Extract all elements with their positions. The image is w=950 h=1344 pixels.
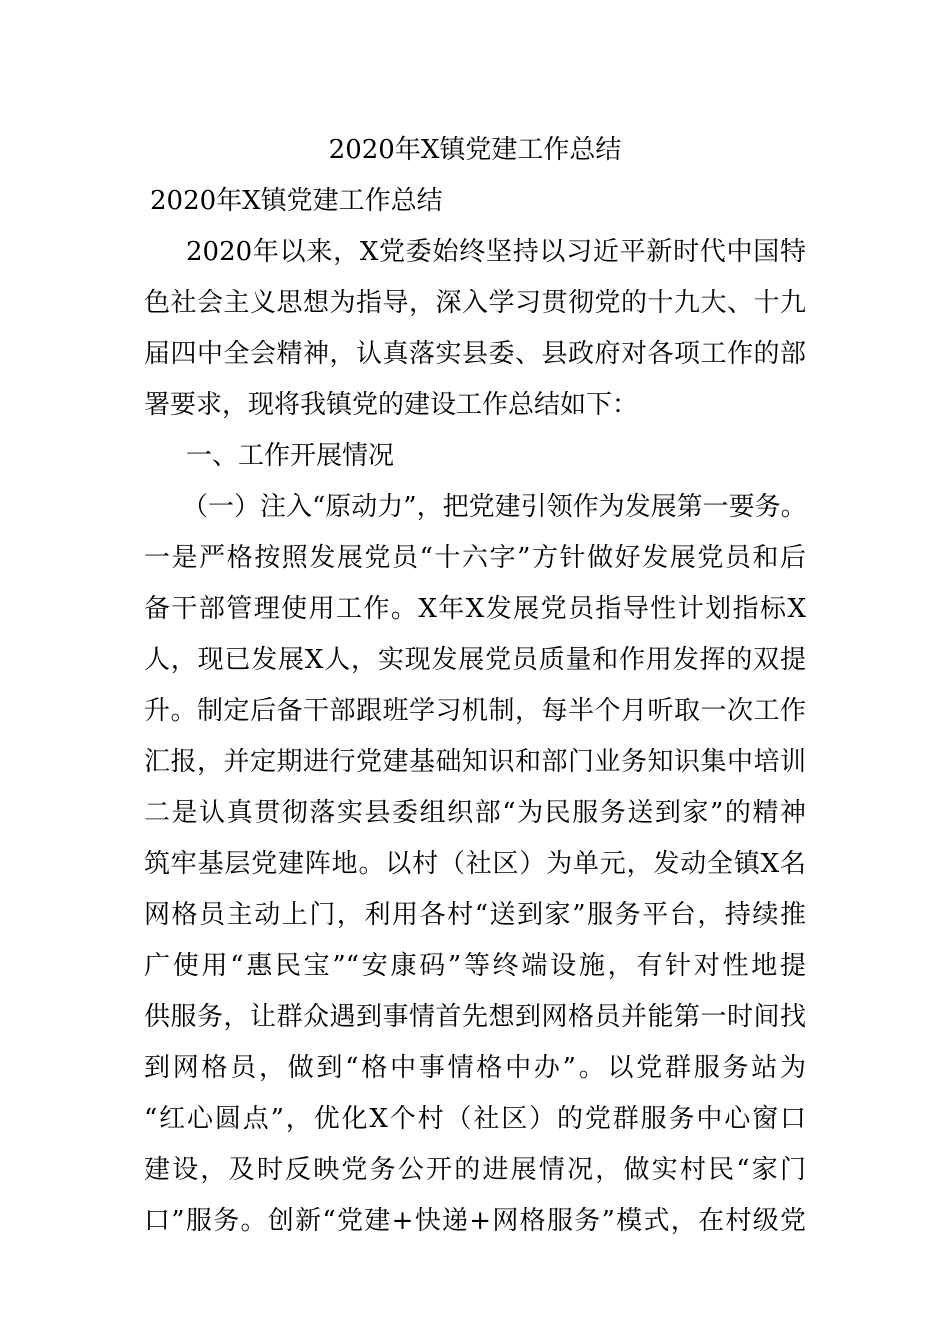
paragraph-line: 二是认真贯彻落实县委组织部“为民服务送到家”的精神 <box>144 798 806 828</box>
paragraph-line: 一是严格按照发展党员“十六字”方针做好发展党员和后 <box>144 543 806 573</box>
paragraph-line: 网格员主动上门，利用各村“送到家”服务平台，持续推 <box>144 900 806 930</box>
paragraph-line: “红心圆点”，优化X个村（社区）的党群服务中心窗口 <box>144 1104 806 1134</box>
document-title: 2020年X镇党建工作总结 <box>328 135 622 165</box>
paragraph-line: 筑牢基层党建阵地。以村（社区）为单元，发动全镇X名 <box>144 849 806 879</box>
paragraph-line: 到网格员，做到“格中事情格中办”。以党群服务站为 <box>144 1053 806 1083</box>
paragraph-line: 广使用“惠民宝”“安康码”等终端设施，有针对性地提 <box>144 951 806 981</box>
paragraph-line: 署要求，现将我镇党的建设工作总结如下： <box>144 390 639 420</box>
paragraph-line: 色社会主义思想为指导，深入学习贯彻党的十九大、十九 <box>144 288 806 318</box>
paragraph-line: 升。制定后备干部跟班学习机制，每半个月听取一次工作 <box>144 696 806 726</box>
paragraph-line: 建设，及时反映党务公开的进展情况，做实村民“家门 <box>144 1155 806 1185</box>
paragraph-line: 备干部管理使用工作。X年X发展党员指导性计划指标X <box>144 594 806 624</box>
subsection-heading: （一）注入“原动力”，把党建引领作为发展第一要务。 <box>182 492 807 522</box>
paragraph-line: 汇报，并定期进行党建基础知识和部门业务知识集中培训 <box>144 747 806 777</box>
paragraph-line: 2020年以来，X党委始终坚持以习近平新时代中国特 <box>186 237 806 267</box>
paragraph-line: 人，现已发展X人，实现发展党员质量和作用发挥的双提 <box>144 645 806 675</box>
document-subtitle: 2020年X镇党建工作总结 <box>150 186 443 216</box>
paragraph-line: 口”服务。创新“党建+快递+网格服务”模式，在村级党 <box>144 1206 806 1236</box>
paragraph-line: 供服务，让群众遇到事情首先想到网格员并能第一时间找 <box>144 1002 806 1032</box>
paragraph-line: 届四中全会精神，认真落实县委、县政府对各项工作的部 <box>144 339 806 369</box>
section-heading: 一、工作开展情况 <box>186 441 395 471</box>
